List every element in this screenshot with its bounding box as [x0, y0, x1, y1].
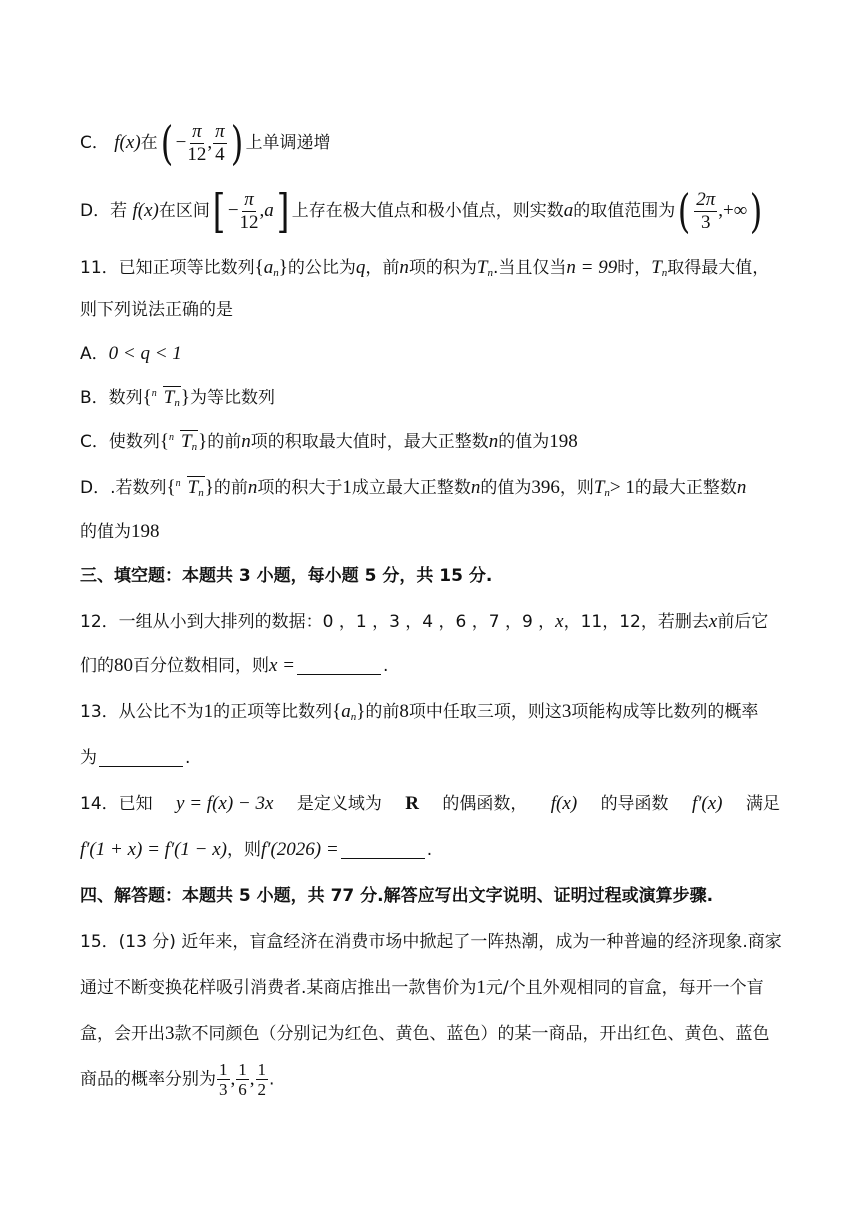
q11-option-c: C．使数列{ n $T_n$}的前n项的积取最大值时，最大正整数n的值为198 — [80, 431, 578, 453]
section-4-heading: 四、解答题：本题共 5 小题，共 77 分.解答应写出文字说明、证明过程或演算步骤. — [80, 886, 714, 906]
text: 的取值范围为 — [573, 201, 676, 221]
q15-line3: 盒，会开出3款不同颜色（分别记为红色、黄色、蓝色）的某一商品，开出红色、黄色、蓝色 — [80, 1023, 770, 1044]
section-3-heading: 三、填空题：本题共 3 小题，每小题 5 分，共 15 分. — [80, 566, 493, 586]
q15-line4: 商品的概率分别为 $\frac{1}{3}$ , $\frac{1}{6}$ , $\frac{1}{2}$ . — [80, 1060, 275, 1099]
option-d-10: D．若 f(x)在区间[ − $\frac{\pi}{12}$ ,a] 上存在极大值点和极小值点，则实数a的取值范围为( $\frac{2\pi}{3}$ ,+∞) — [80, 184, 763, 238]
q13-line1: 13．从公比不为1的正项等比数列$\{a_n\}$的前8项中任取三项，则这3项能构成等比数列的概率 — [80, 701, 759, 723]
q11-option-d-cont: 的值为198 — [80, 521, 160, 542]
answer-blank[interactable] — [99, 746, 183, 767]
q14-line2: f′(1 + x) = f′(1 − x)，则f′(2026) = . — [80, 839, 433, 860]
text: 上存在极大值点和极小值点，则实数 — [291, 201, 564, 221]
q13-line2: 为 . — [80, 748, 191, 768]
fraction: $\frac{\pi}{4}$ — [215, 120, 225, 165]
fraction: $\frac{2\pi}{3}$ — [696, 188, 716, 233]
text: 在区间 — [158, 201, 210, 221]
q14-line1: 14．已知 y = f(x) − 3x 是定义域为 R 的偶函数， f(x) 的导函数 f′(x) 满足 — [80, 793, 780, 814]
q11-option-a: A．0 < q < 1 — [80, 343, 182, 364]
q15-line2: 通过不断变换花样吸引消费者.某商店推出一款售价为1元/个且外观相同的盲盒，每开一个盲 — [80, 977, 764, 998]
math-func: f(x) — [114, 132, 141, 153]
q12-line1: 12．一组从小到大排列的数据：0 ，1 ，3 ，4 ，6 ，7 ，9 ，x，11，12，若删去x前后它 — [80, 611, 769, 632]
prob-yellow: $\frac{1}{6}$ — [238, 1060, 247, 1099]
text: 上单调递增 — [245, 133, 331, 153]
q11-option-d: D．.若数列{ n $T_n$}的前n项的积大于1成立最大正整数n的值为396，则$T_n> 1$的最大正整数n — [80, 477, 747, 499]
prob-red: $\frac{1}{3}$ — [219, 1060, 228, 1099]
q11-stem-line1: 11．已知正项等比数列$\{a_n\}$的公比为q，前n项的积为$T_n$.当且仅当n = 99时，$T_n$取得最大值， — [80, 257, 770, 279]
text: 在 — [140, 133, 158, 153]
answer-blank[interactable] — [341, 838, 425, 859]
q11-option-b: B．数列{ n $T_n$}为等比数列 — [80, 387, 275, 409]
prob-blue: $\frac{1}{2}$ — [257, 1060, 266, 1099]
option-label: D．若 — [80, 201, 128, 221]
option-label: C． — [80, 133, 109, 153]
q11-stem-line2: 则下列说法正确的是 — [80, 300, 233, 320]
answer-blank[interactable] — [297, 654, 381, 675]
fraction: $\frac{\pi}{12}$ — [187, 120, 207, 165]
option-c-10: C． f(x)在( − $\frac{\pi}{12}$ , $\frac{\pi}{4}$ ) 上单调递增 — [80, 116, 331, 170]
math-func: f(x) — [132, 200, 159, 221]
fraction: $\frac{\pi}{12}$ — [239, 188, 259, 233]
q15-line1: 15．(13 分) 近年来，盲盒经济在消费市场中掀起了一阵热潮，成为一种普遍的经济现象.商家 — [80, 932, 782, 952]
q12-line2: 们的80百分位数相同，则x = . — [80, 655, 389, 676]
